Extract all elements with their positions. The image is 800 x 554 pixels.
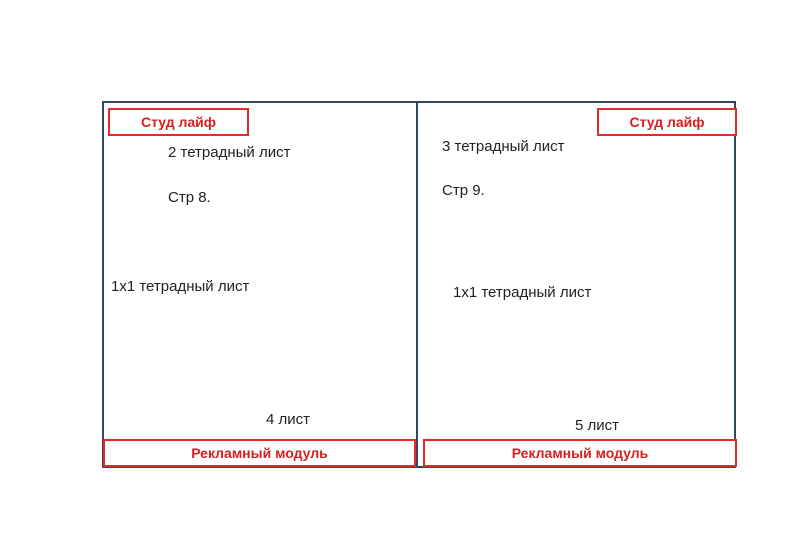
left-line1: 2 тетрадный лист	[168, 144, 291, 161]
left-header-label: Студ лайф	[140, 114, 217, 130]
left-sheet-label: 4 лист	[266, 411, 311, 428]
left-footer-box	[103, 439, 416, 467]
page-divider	[416, 101, 418, 468]
right-page-number: Стр 9.	[442, 182, 485, 199]
left-footer-label: Рекламный модуль	[191, 445, 328, 461]
right-sheet-label: 5 лист	[575, 417, 620, 434]
right-line1: 3 тетрадный лист	[442, 138, 565, 155]
right-footer-label: Рекламный модуль	[511, 445, 649, 461]
right-middle-text: 1х1 тетрадный лист	[453, 284, 592, 301]
left-header-box	[108, 108, 249, 136]
left-page-number: Стр 8.	[168, 189, 211, 206]
right-header-label: Студ лайф	[629, 114, 705, 130]
right-header-box	[597, 108, 737, 136]
left-middle-text: 1х1 тетрадный лист	[111, 278, 250, 295]
right-footer-box	[423, 439, 737, 467]
